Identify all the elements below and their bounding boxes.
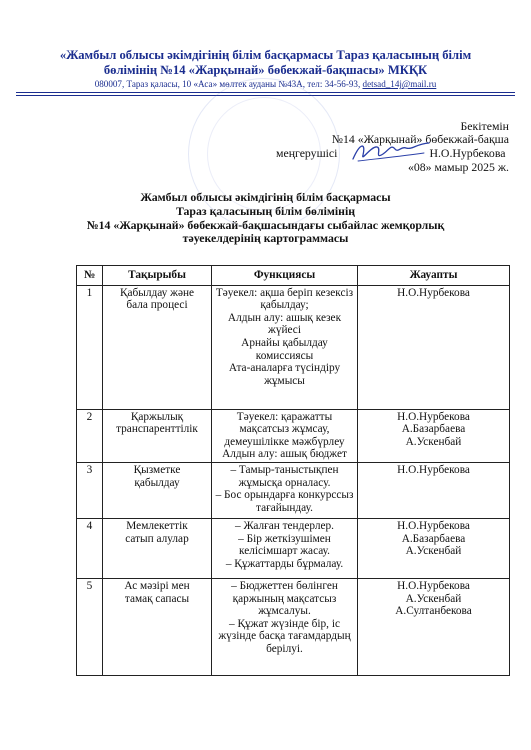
- function-line: тағайындау.: [256, 501, 313, 514]
- organization-header: [30, 48, 501, 78]
- topic-line: қабылдау: [134, 476, 180, 489]
- function-line: қаржының мақсатсыз: [232, 592, 337, 605]
- address-line: [14, 79, 517, 89]
- responsible-line: Н.О.Нурбекова: [397, 410, 470, 423]
- header-divider: [16, 92, 515, 93]
- address-text: 080007, Тараз қаласы, 10 «Аса» мөлтек ауданы №43А, тел: 34-56-93,: [94, 79, 363, 89]
- function-line: – Құжаттарды бұрмалау.: [225, 557, 344, 570]
- responsible-line: Н.О.Нурбекова: [397, 579, 470, 592]
- row-topic: [103, 409, 212, 462]
- topic-line: Мемлекеттік: [126, 519, 188, 532]
- function-line: – Жалған тендерлер.: [235, 519, 334, 532]
- row-topic: [103, 462, 212, 518]
- function-line: берілуі.: [266, 642, 303, 655]
- approval-line-1: Бекітемін: [460, 119, 509, 133]
- row-number: 2: [77, 409, 103, 462]
- function-line: жұмысқа орналасу.: [238, 476, 331, 489]
- header-line-1: «Жамбыл облысы әкімдігінің білім басқармасы Тараз қаласының білім: [59, 48, 472, 62]
- topic-line: Ас мәзірі мен: [124, 579, 190, 592]
- function-line: демеушілікке мәжбүрлеу: [224, 435, 345, 448]
- row-responsible: [358, 462, 510, 518]
- row-topic: [103, 578, 212, 675]
- function-line: келісімшарт жасау.: [238, 545, 331, 558]
- row-responsible: [358, 409, 510, 462]
- header-responsible: Жауапты: [358, 266, 510, 286]
- title-line-4: тәуекелдерінің картограммасы: [182, 231, 349, 246]
- approval-line-2: №14 «Жарқынай» бөбекжай-бақша: [331, 132, 509, 146]
- topic-line: Қаржылық: [130, 410, 184, 423]
- table-row: [77, 578, 510, 675]
- row-function: [212, 578, 358, 675]
- function-line: Алдын алу: ашық кезек: [227, 311, 342, 324]
- row-responsible: [358, 518, 510, 578]
- row-number: 5: [77, 578, 103, 675]
- topic-line: Қабылдау және: [119, 286, 195, 299]
- function-line: қабылдау;: [260, 299, 309, 312]
- email-link[interactable]: detsad_14j@mail.ru: [362, 79, 437, 89]
- table-row: [77, 518, 510, 578]
- header-topic: Тақырыбы: [103, 266, 212, 286]
- header-line-2: бөлімінің №14 «Жарқынай» бөбекжай-бақшасы» МКҚК: [103, 63, 428, 77]
- function-line: – Құжат жүзінде бір, іс: [229, 617, 340, 630]
- row-number: 1: [77, 285, 103, 409]
- approval-date: «08» мамыр 2025 ж.: [407, 160, 509, 174]
- table-header-row: [77, 266, 510, 286]
- function-line: мақсатсыз жұмсау,: [239, 423, 330, 436]
- signature-icon: [350, 138, 432, 166]
- responsible-line: А.Ускенбай: [405, 435, 462, 448]
- function-line: Арнайы қабылдау: [241, 336, 328, 349]
- row-responsible: [358, 285, 510, 409]
- function-line: Тәуекел: қаражатты: [236, 410, 333, 423]
- header-number: №: [77, 266, 103, 286]
- title-line-3: №14 «Жарқынай» бөбекжай-бақшасындағы сыбайлас жемқорлық: [86, 217, 445, 232]
- title-line-2: Тараз қаласының білім бөлімінің: [175, 203, 356, 218]
- risk-cartogram-table: [76, 265, 510, 676]
- function-line: комиссиясы: [255, 349, 314, 362]
- topic-line: Қызметке: [133, 463, 181, 476]
- function-line: – Бір жеткізушімен: [238, 532, 331, 545]
- document-title: [20, 191, 511, 246]
- table-row: [77, 462, 510, 518]
- header-function: Функциясы: [212, 266, 358, 286]
- row-function: [212, 409, 358, 462]
- topic-line: тамақ сапасы: [124, 592, 190, 605]
- function-line: жүзінде басқа тағамдардың: [218, 630, 351, 643]
- row-function: [212, 462, 358, 518]
- row-responsible: [358, 578, 510, 675]
- function-line: жұмсалуы.: [258, 605, 311, 618]
- row-topic: [103, 518, 212, 578]
- approval-position: меңгерушісі: [276, 146, 338, 160]
- topic-line: сатып алулар: [125, 532, 189, 545]
- function-line: жүйесі: [268, 324, 301, 337]
- function-line: Алдын алу: ашық бюджет: [222, 448, 347, 461]
- responsible-line: Н.О.Нурбекова: [397, 519, 470, 532]
- row-number: 4: [77, 518, 103, 578]
- table-row: [77, 285, 510, 409]
- topic-line: бала процесі: [126, 299, 188, 312]
- row-function: [212, 285, 358, 409]
- responsible-line: А.Базарбаева: [401, 423, 466, 436]
- table-row: [77, 409, 510, 462]
- approval-signer-name: Н.О.Нурбекова: [429, 146, 506, 160]
- title-line-1: Жамбыл облысы әкімдігінің білім басқармасы: [140, 190, 391, 204]
- function-line: жұмысы: [264, 374, 305, 387]
- responsible-line: А.Ускенбай: [405, 592, 462, 605]
- responsible-line: А.Султанбекова: [395, 605, 472, 618]
- function-line: Ата-аналарға түсіндіру: [228, 362, 341, 375]
- responsible-line: Н.О.Нурбекова: [397, 463, 470, 476]
- row-function: [212, 518, 358, 578]
- responsible-line: А.Ускенбай: [405, 545, 462, 558]
- responsible-line: Н.О.Нурбекова: [397, 286, 470, 299]
- function-line: – Тамыр-таныстықпен: [230, 463, 339, 476]
- function-line: – Бос орындарға конкурссыз: [215, 489, 354, 502]
- topic-line: транспаренттілік: [116, 423, 198, 436]
- row-number: 3: [77, 462, 103, 518]
- function-line: Тәуекел: ақша беріп кезексіз: [215, 286, 354, 299]
- header-divider-thin: [16, 95, 515, 96]
- row-topic: [103, 285, 212, 409]
- table-body: [77, 285, 510, 675]
- function-line: – Бюджеттен бөлінген: [231, 579, 338, 592]
- responsible-line: А.Базарбаева: [401, 532, 466, 545]
